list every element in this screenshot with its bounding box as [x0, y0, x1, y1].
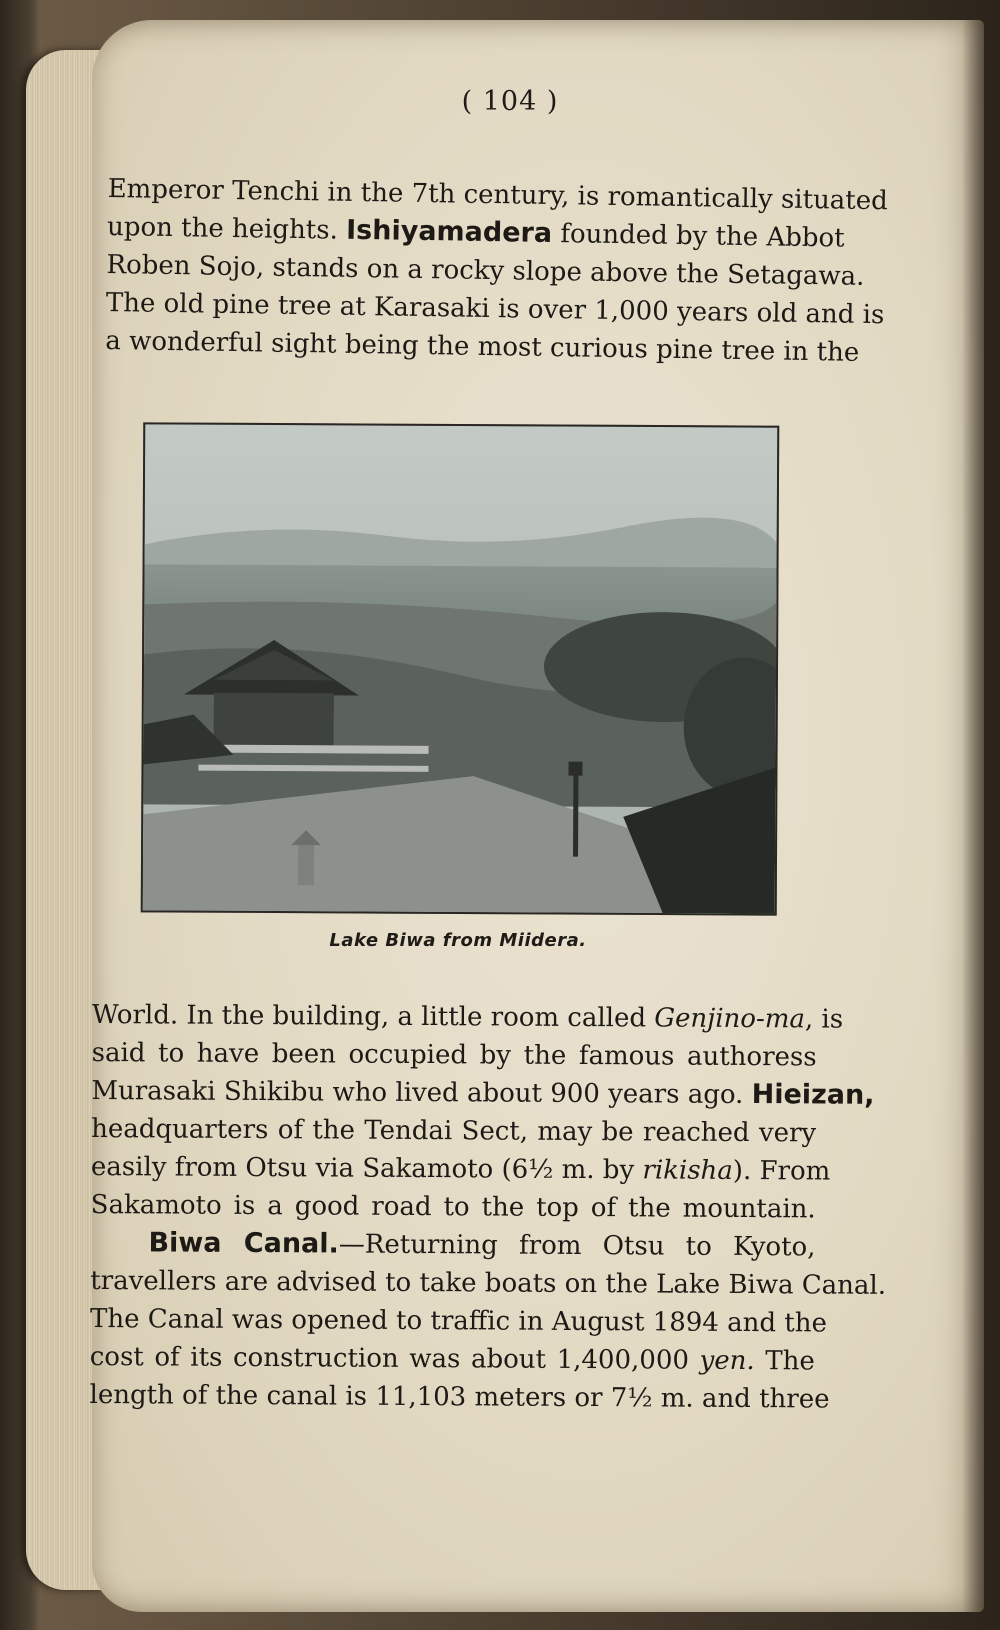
paragraph-bottom: [89, 996, 887, 1418]
text-line: headquarters of the Tendai Sect, may be reached very: [91, 1113, 817, 1149]
photo-caption: Lake Biwa from Miidera.: [329, 930, 587, 951]
text-line: The old pine tree at Karasaki is over 1,000 years old and is: [105, 287, 885, 331]
text-line: upon the heights. Ishiyamadera founded by the Abbot: [106, 211, 845, 254]
text-line: World. In the building, a little room called Genjino-ma, is: [91, 999, 844, 1035]
halftone-photo: [143, 424, 778, 913]
text-line: Biwa Canal.—Returning from Otsu to Kyoto,: [148, 1227, 816, 1263]
text-line: The Canal was opened to traffic in August 1894 and the: [89, 1303, 827, 1339]
text-line: Sakamoto is a good road to the top of the mountain.: [90, 1189, 816, 1225]
paragraph-top: [105, 170, 889, 371]
text-line: cost of its construction was about 1,400,000 yen. The: [89, 1341, 815, 1377]
text-line: length of the canal is 11,103 meters or 7½ m. and three: [89, 1379, 830, 1415]
heading-biwa-canal: Biwa Canal.: [148, 1227, 339, 1260]
text-line: a wonderful sight being the most curious pine tree in the: [105, 325, 860, 368]
text-line: Roben Sojo, stands on a rocky slope above the Setagawa.: [106, 249, 865, 292]
heading-ishiyamadera: Ishiyamadera: [345, 214, 553, 249]
text-line: said to have been occupied by the famous authoress: [91, 1037, 817, 1073]
photo-lake-biwa: [141, 422, 780, 915]
text-line: Murasaki Shikibu who lived about 900 years ago. Hieizan,: [91, 1075, 875, 1111]
page-gutter-shadow: [962, 20, 984, 1612]
text-line: travellers are advised to take boats on the Lake Biwa Canal.: [90, 1265, 887, 1301]
term-rikisha: rikisha: [642, 1155, 733, 1186]
heading-hieizan: Hieizan,: [751, 1079, 875, 1111]
term-genjino-ma: Genjino-ma: [654, 1003, 806, 1035]
page-number: ( 104 ): [461, 86, 559, 117]
term-yen: yen.: [699, 1345, 755, 1377]
text-line: easily from Otsu via Sakamoto (6½ m. by rikisha). From: [90, 1151, 831, 1187]
text-line: Emperor Tenchi in the 7th century, is romantically situated: [107, 173, 889, 217]
